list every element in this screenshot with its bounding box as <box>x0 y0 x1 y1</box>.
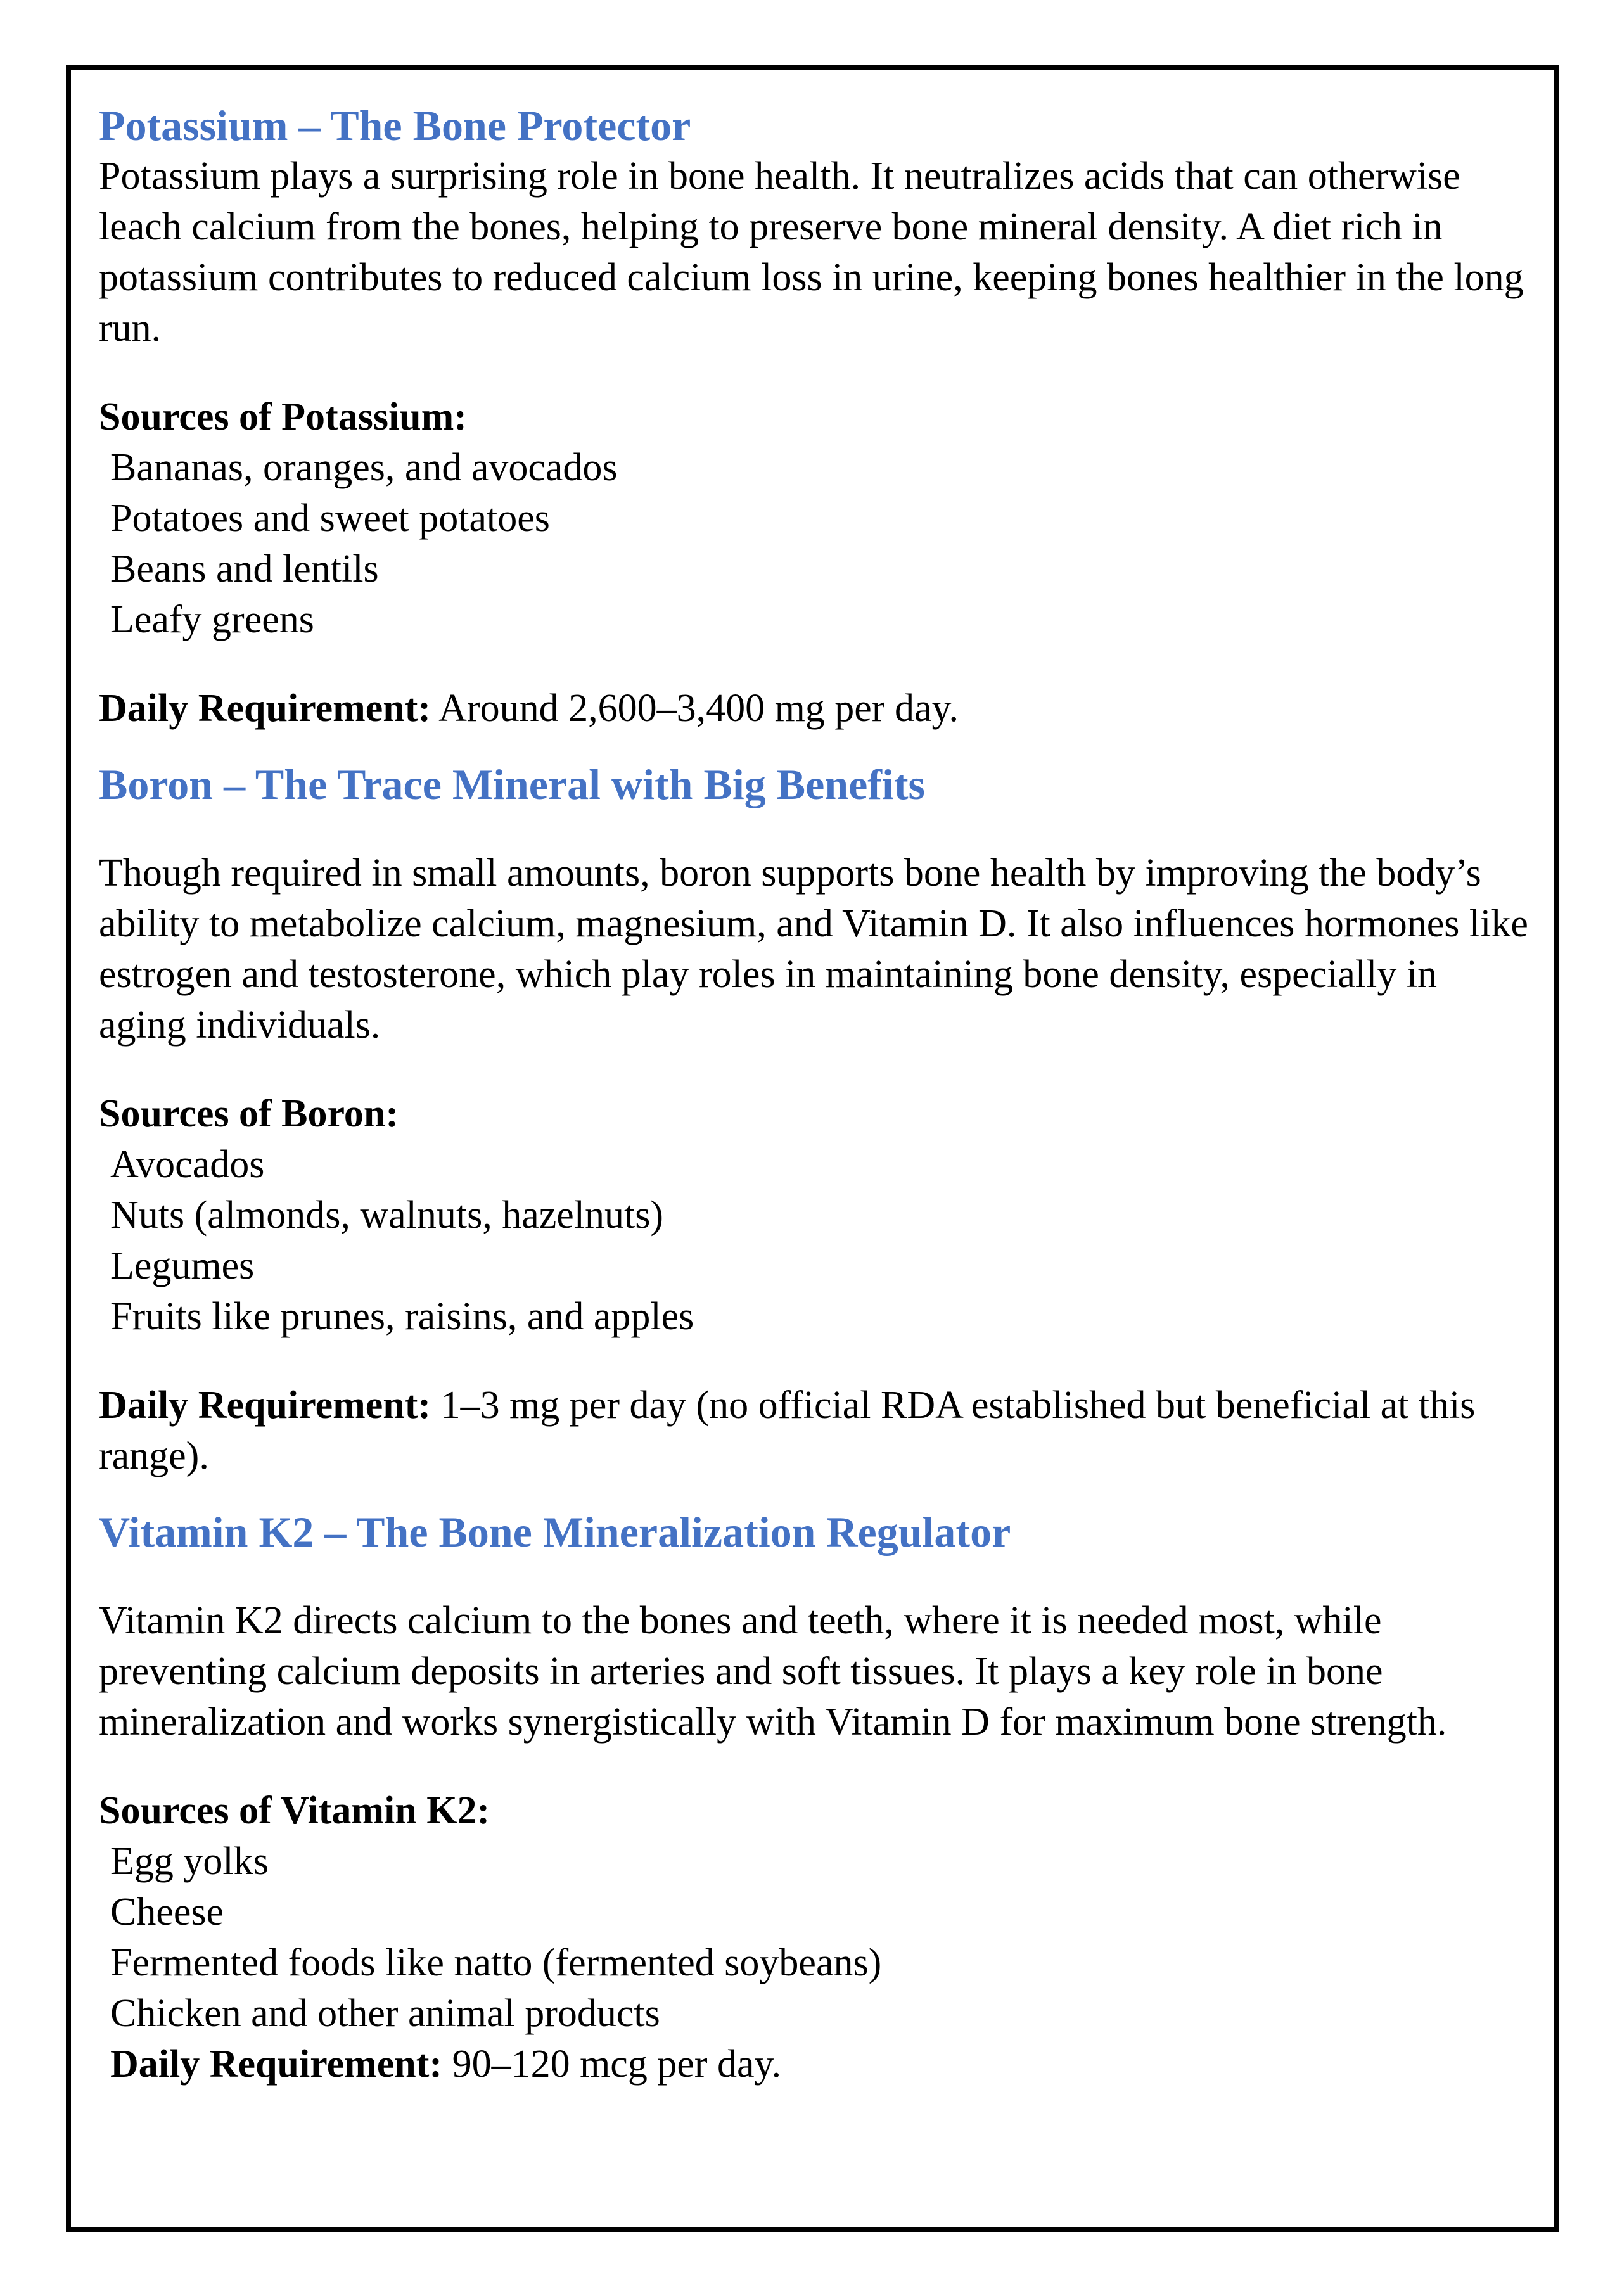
list-item: Legumes <box>110 1244 255 1287</box>
daily-requirement-boron <box>99 1380 1531 1481</box>
daily-value: 90–120 mcg per day. <box>442 2043 781 2086</box>
section-body-vitamin-k2: Vitamin K2 directs calcium to the bones and teeth, where it is needed most, while preventing calcium deposits in arteries and soft tissues. It plays a key role in bone mineralization and works synergistically with Vitamin D for maximum bone strength. <box>99 1599 1447 1744</box>
list-item: Potatoes and sweet potatoes <box>110 497 550 540</box>
daily-label: Daily Requirement: <box>99 687 431 730</box>
daily-requirement-vitamin-k2 <box>99 2039 1531 2089</box>
list-item: Chicken and other animal products <box>110 1992 660 2035</box>
section-body-potassium: Potassium plays a surprising role in bone health. It neutralizes acids that can otherwise leach calcium from the bones, helping to preserve bone mineral density. A diet rich in potassium contributes to reduced calcium loss in urine, keeping bones healthier in the long run. <box>99 155 1524 350</box>
list-item: Fruits like prunes, raisins, and apples <box>110 1295 694 1338</box>
daily-value: 1–3 mg per day (no official RDA established but beneficial at this range). <box>99 1384 1476 1477</box>
list-item: Avocados <box>110 1143 265 1186</box>
section-heading-potassium: Potassium – The Bone Protector <box>99 101 691 150</box>
section-body-boron: Though required in small amounts, boron supports bone health by improving the body’s ability to metabolize calcium, magnesium, and Vitamin D. It also influences hormones like estrogen and testosterone, which play roles in maintaining bone density, especially in aging individuals. <box>99 851 1528 1047</box>
list-item: Nuts (almonds, walnuts, hazelnuts) <box>110 1194 664 1237</box>
list-item: Egg yolks <box>110 1840 269 1883</box>
list-item: Cheese <box>110 1891 224 1934</box>
document-content <box>99 100 1531 2089</box>
sources-list-vitamin-k2 <box>99 1836 1531 2039</box>
list-item: Fermented foods like natto (fermented soybeans) <box>110 1941 882 1984</box>
daily-value: Around 2,600–3,400 mg per day. <box>431 687 959 730</box>
daily-label: Daily Requirement: <box>99 1384 431 1427</box>
list-item: Beans and lentils <box>110 547 379 590</box>
list-item: Bananas, oranges, and avocados <box>110 446 618 489</box>
sources-label-potassium: Sources of Potassium: <box>99 395 467 438</box>
section-heading-boron: Boron – The Trace Mineral with Big Benefits <box>99 760 925 808</box>
sources-label-boron: Sources of Boron: <box>99 1092 399 1135</box>
daily-label: Daily Requirement: <box>110 2043 443 2086</box>
sources-list-boron <box>99 1139 1531 1342</box>
section-heading-vitamin-k2: Vitamin K2 – The Bone Mineralization Regulator <box>99 1508 1011 1556</box>
daily-requirement-potassium <box>99 683 1531 734</box>
sources-list-potassium <box>99 442 1531 645</box>
sources-label-vitamin-k2: Sources of Vitamin K2: <box>99 1789 490 1832</box>
list-item: Leafy greens <box>110 598 314 641</box>
